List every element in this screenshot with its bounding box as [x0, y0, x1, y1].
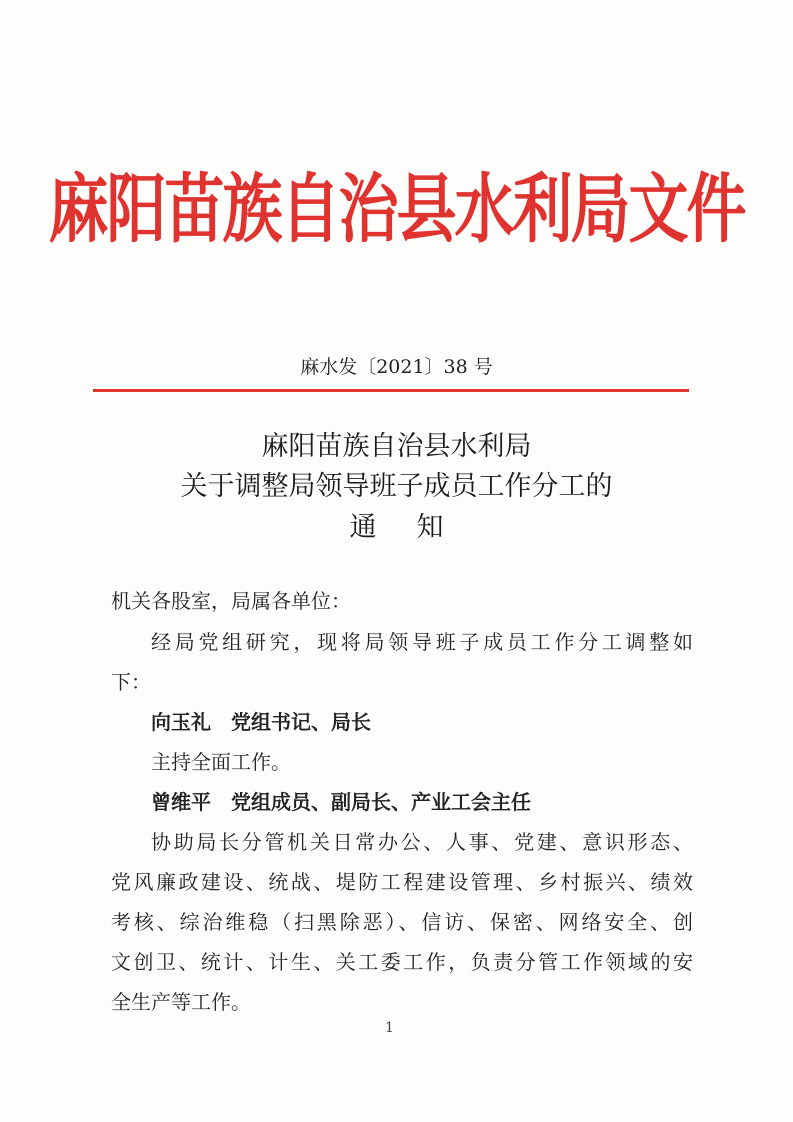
person-1-heading: 向玉礼 党组书记、局长	[151, 710, 371, 734]
notice-title-line-2: 关于调整局领导班子成员工作分工的	[180, 471, 613, 502]
intro-paragraph-line-2: 下：	[111, 670, 151, 694]
person-1-duty: 主持全面工作。	[151, 750, 291, 774]
notice-title-line-3: 通知	[349, 512, 484, 543]
notice-title-line-1: 麻阳苗族自治县水利局	[261, 431, 532, 462]
issuer-header-title: 麻阳苗族自治县水利局文件	[48, 166, 745, 254]
addressee-line: 机关各股室，局属各单位：	[111, 589, 351, 613]
document-number: 麻水发〔2021〕38 号	[300, 356, 493, 378]
person-2-duty-line-1: 协助局长分管机关日常办公、人事、党建、意识形态、	[151, 830, 693, 854]
person-2-duty-line-4: 文创卫、统计、计生、关工委工作，负责分管工作领域的安	[111, 950, 693, 974]
intro-paragraph-line-1: 经局党组研究，现将局领导班子成员工作分工调整如	[151, 630, 693, 654]
person-2-duty-line-2: 党风廉政建设、统战、堤防工程建设管理、乡村振兴、绩效	[111, 870, 693, 894]
person-2-duty-line-5: 全生产等工作。	[111, 990, 251, 1014]
person-2-duty-line-3: 考核、综治维稳（扫黑除恶）、信访、保密、网络安全、创	[111, 910, 693, 934]
person-2-heading: 曾维平 党组成员、副局长、产业工会主任	[151, 790, 531, 814]
page-number: 1	[385, 1020, 394, 1036]
red-separator-line	[93, 389, 689, 392]
